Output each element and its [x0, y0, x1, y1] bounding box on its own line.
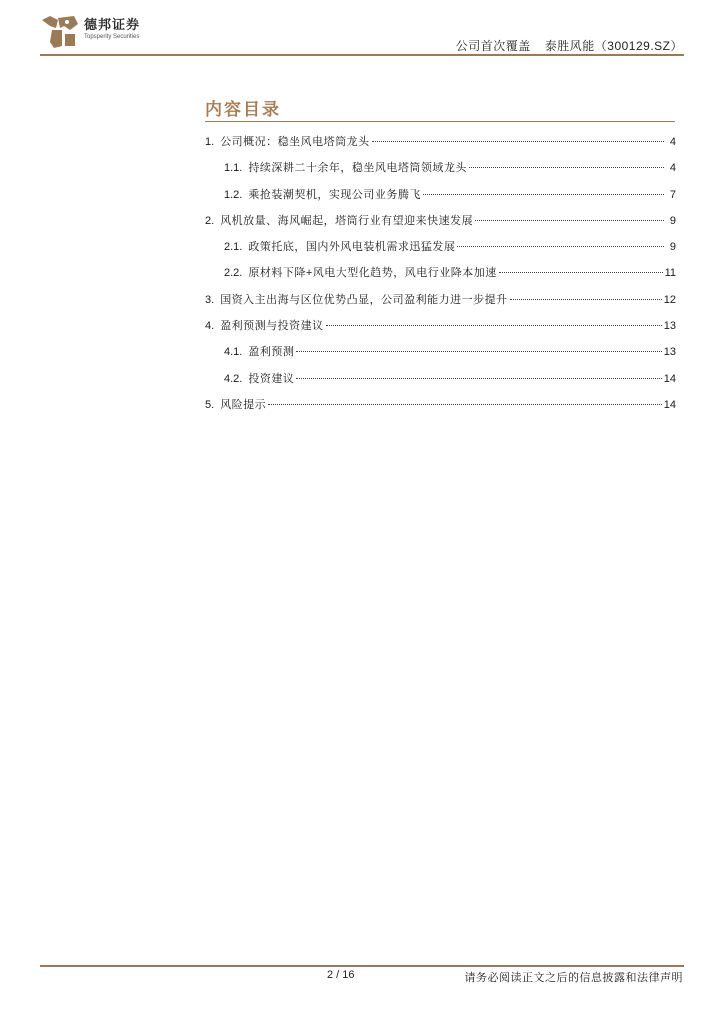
toc-entry-page: 4: [669, 136, 676, 148]
report-info: [456, 37, 683, 54]
toc-entry[interactable]: [205, 186, 676, 212]
toc-dot-leader: [469, 167, 664, 168]
toc-entry[interactable]: [205, 396, 676, 422]
toc-entry-title: 公司概况：稳坐风电塔筒龙头: [220, 136, 370, 148]
toc-entry-title: 原材料下降+风电大型化趋势，风电行业降本加速: [248, 267, 497, 280]
toc-entry-number: 2.: [205, 214, 215, 227]
legal-disclaimer: 请务必阅读正文之后的信息披露和法律声明: [464, 972, 683, 984]
toc-entry-title: 风险提示: [220, 398, 267, 411]
toc-entry[interactable]: [205, 159, 676, 185]
toc-dot-leader: [326, 325, 662, 326]
toc-entry-page: 14: [663, 398, 676, 411]
brand-block: [84, 18, 140, 41]
toc-entry-title: 盈利预测与投资建议: [220, 320, 324, 333]
toc-entry-number: 3.: [205, 293, 215, 306]
page-header: [0, 0, 724, 60]
toc-entry-page: 13: [663, 346, 676, 359]
toc-entry[interactable]: [205, 238, 676, 264]
footer-divider: [40, 965, 684, 967]
toc-entry-page: 9: [669, 214, 676, 227]
toc-entry[interactable]: [205, 370, 676, 396]
toc-entry-title: 投资建议: [248, 372, 295, 385]
company-logo-icon: [40, 14, 80, 50]
toc-title-underline: [205, 121, 675, 122]
toc-entry-title: 盈利预测: [248, 346, 295, 359]
toc-entry[interactable]: [205, 291, 676, 317]
toc-entry-number: 2.1.: [224, 241, 243, 254]
toc-entry-title: 风机放量、海风崛起，塔筒行业有望迎来快速发展: [220, 214, 474, 227]
toc-entry-page: 11: [664, 267, 676, 280]
toc-entry-number: 1.2.: [224, 188, 243, 201]
toc-entry-number: 4.: [205, 320, 215, 333]
toc-dot-leader: [296, 351, 661, 352]
toc-dot-leader: [499, 272, 663, 273]
brand-name-en: Topsperity Securities: [84, 34, 140, 40]
report-type: 公司首次覆盖: [455, 39, 531, 53]
toc-dot-leader: [457, 246, 664, 247]
toc-entry-page: 7: [669, 188, 676, 201]
toc-dot-leader: [475, 220, 664, 221]
toc-entry-title: 政策托底，国内外风电装机需求迅猛发展: [248, 241, 456, 254]
toc-entry-number: 1.: [205, 136, 215, 148]
toc-dot-leader: [372, 141, 664, 142]
toc-entry-title: 持续深耕二十余年，稳坐风电塔筒领域龙头: [248, 162, 467, 175]
toc-dot-leader: [268, 404, 662, 405]
toc-dot-leader: [510, 299, 662, 300]
toc-title: 内容目录: [205, 100, 281, 119]
toc-entry-title: 乘抢装潮契机，实现公司业务腾飞: [248, 188, 421, 201]
toc-entry-page: 4: [669, 162, 676, 175]
toc-dot-leader: [296, 378, 661, 379]
toc-entry[interactable]: [205, 212, 676, 238]
toc-entry-page: 9: [669, 241, 676, 254]
toc-entry[interactable]: [205, 133, 676, 159]
toc-entry-number: 2.2.: [224, 267, 243, 280]
toc-entry-number: 4.2.: [224, 372, 243, 385]
header-divider: [40, 54, 684, 56]
brand-name-cn: 德邦证券: [84, 17, 141, 32]
toc-dot-leader: [423, 194, 664, 195]
toc-entry[interactable]: [205, 264, 676, 290]
toc-entry[interactable]: [205, 343, 676, 369]
toc-entry-title: 国资入主出海与区位优势凸显，公司盈利能力进一步提升: [220, 293, 508, 306]
toc-entry-number: 1.1.: [224, 162, 243, 175]
table-of-contents: [205, 133, 676, 422]
toc-entry-page: 14: [663, 372, 676, 385]
toc-entry-number: 4.1.: [224, 346, 243, 359]
toc-entry-page: 12: [663, 293, 676, 306]
toc-entry-number: 5.: [205, 398, 215, 411]
toc-entry[interactable]: [205, 317, 676, 343]
page-number: 2 / 16: [327, 969, 355, 981]
toc-entry-page: 13: [663, 320, 676, 333]
company-ticker: 泰胜风能（300129.SZ）: [544, 39, 683, 53]
